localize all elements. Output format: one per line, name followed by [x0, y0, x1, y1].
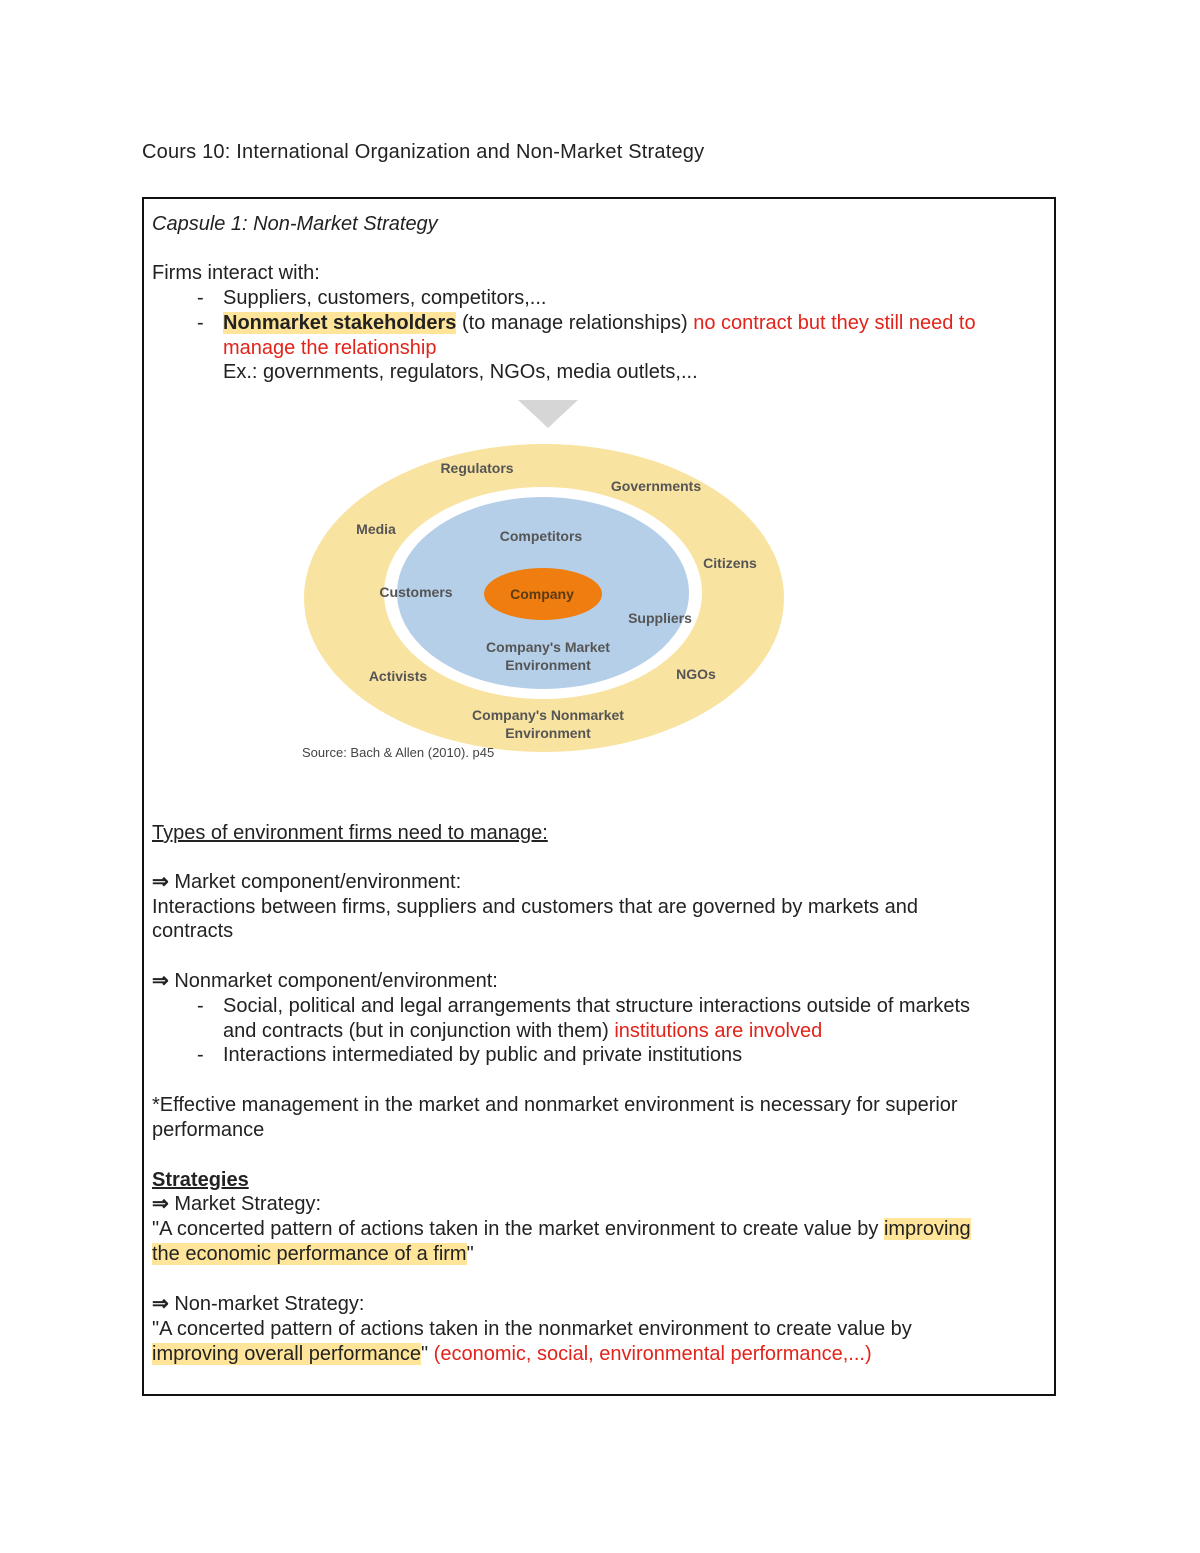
effective-note: performance — [152, 1119, 265, 1141]
bullet-text: Social, political and legal arrangements that structure interactions outside of markets — [223, 995, 971, 1017]
label-media: Media — [356, 521, 396, 537]
bullet-item — [152, 994, 1052, 1018]
highlighted-text: improving — [883, 1218, 971, 1240]
red-annotation: no contract but they still need to — [693, 312, 976, 334]
label-citizens: Citizens — [703, 555, 757, 571]
nonmarket-strategy-quote: improving overall performance" (economic, social, environmental performance,...) — [152, 1343, 872, 1365]
stakeholder-diagram — [294, 394, 794, 774]
bullet-item — [152, 1043, 1052, 1067]
types-heading: Types of environment firms need to manage: — [152, 822, 548, 844]
label-market-environment: Environment — [505, 657, 591, 673]
nonmarket-component-label: ⇒ Nonmarket component/environment: — [152, 970, 498, 992]
nonmarket-stakeholders-term: Nonmarket stakeholders — [223, 312, 457, 334]
red-annotation: manage the relationship — [223, 337, 437, 359]
market-strategy-quote: "A concerted pattern of actions taken in the market environment to create value by improving — [152, 1218, 971, 1240]
interact-intro: Firms interact with: — [152, 262, 320, 284]
label-suppliers: Suppliers — [628, 610, 692, 626]
nonmarket-strategy-quote: "A concerted pattern of actions taken in the nonmarket environment to create value by — [152, 1318, 912, 1340]
market-strategy-quote: the economic performance of a firm" — [152, 1243, 474, 1265]
label-activists: Activists — [368, 668, 428, 684]
label-governments: Governments — [610, 478, 702, 494]
bullet-text: (to manage relationships) — [456, 312, 694, 334]
label-nonmarket-environment: Company's Nonmarket — [472, 707, 624, 723]
bullet-text: Interactions intermediated by public and private institutions — [223, 1044, 743, 1066]
example-text: Ex.: governments, regulators, NGOs, media outlets,... — [223, 361, 698, 383]
bullet-dash: - — [197, 312, 204, 334]
bullet-dash: - — [197, 287, 204, 309]
highlighted-text: the economic performance of a firm — [152, 1243, 467, 1265]
nonmarket-strategy-label: ⇒ Non-market Strategy: — [152, 1293, 365, 1315]
market-strategy-label: ⇒ Market Strategy: — [152, 1193, 322, 1215]
label-ngos: NGOs — [676, 666, 716, 682]
red-annotation: institutions are involved — [614, 1020, 823, 1042]
label-nonmarket-environment: Environment — [505, 725, 591, 741]
down-arrow-icon — [518, 400, 578, 428]
effective-note: *Effective management in the market and nonmarket environment is necessary for superior — [152, 1094, 958, 1116]
arrow-icon: ⇒ — [152, 871, 169, 893]
bullet-text-continued: and contracts (but in conjunction with them) institutions are involved — [223, 1020, 823, 1042]
strategies-heading: Strategies — [152, 1169, 249, 1191]
arrow-icon: ⇒ — [152, 1193, 169, 1215]
diagram-source: Source: Bach & Allen (2010). p45 — [302, 745, 495, 760]
capsule-box — [142, 197, 1056, 1396]
arrow-icon: ⇒ — [152, 970, 169, 992]
label-customers: Customers — [379, 584, 453, 600]
bullet-item — [152, 286, 1052, 310]
capsule-title: Capsule 1: Non-Market Strategy — [152, 213, 438, 235]
red-annotation: (economic, social, environmental performance,...) — [433, 1343, 872, 1365]
page-title: Cours 10: International Organization and Non-Market Strategy — [142, 141, 705, 163]
market-component-label: ⇒ Market component/environment: — [152, 871, 462, 893]
label-competitors: Competitors — [499, 528, 583, 544]
bullet-dash: - — [197, 1044, 204, 1066]
market-component-text: Interactions between firms, suppliers and customers that are governed by markets and — [152, 896, 918, 918]
label-market-environment: Company's Market — [486, 639, 610, 655]
arrow-icon: ⇒ — [152, 1293, 169, 1315]
bullet-item — [152, 311, 1052, 335]
highlighted-text: improving overall performance — [152, 1343, 422, 1365]
label-regulators: Regulators — [440, 460, 514, 476]
market-component-text: contracts — [152, 920, 234, 942]
label-company: Company — [510, 586, 574, 602]
bullet-dash: - — [197, 995, 204, 1017]
bullet-text: Suppliers, customers, competitors,... — [223, 287, 547, 309]
